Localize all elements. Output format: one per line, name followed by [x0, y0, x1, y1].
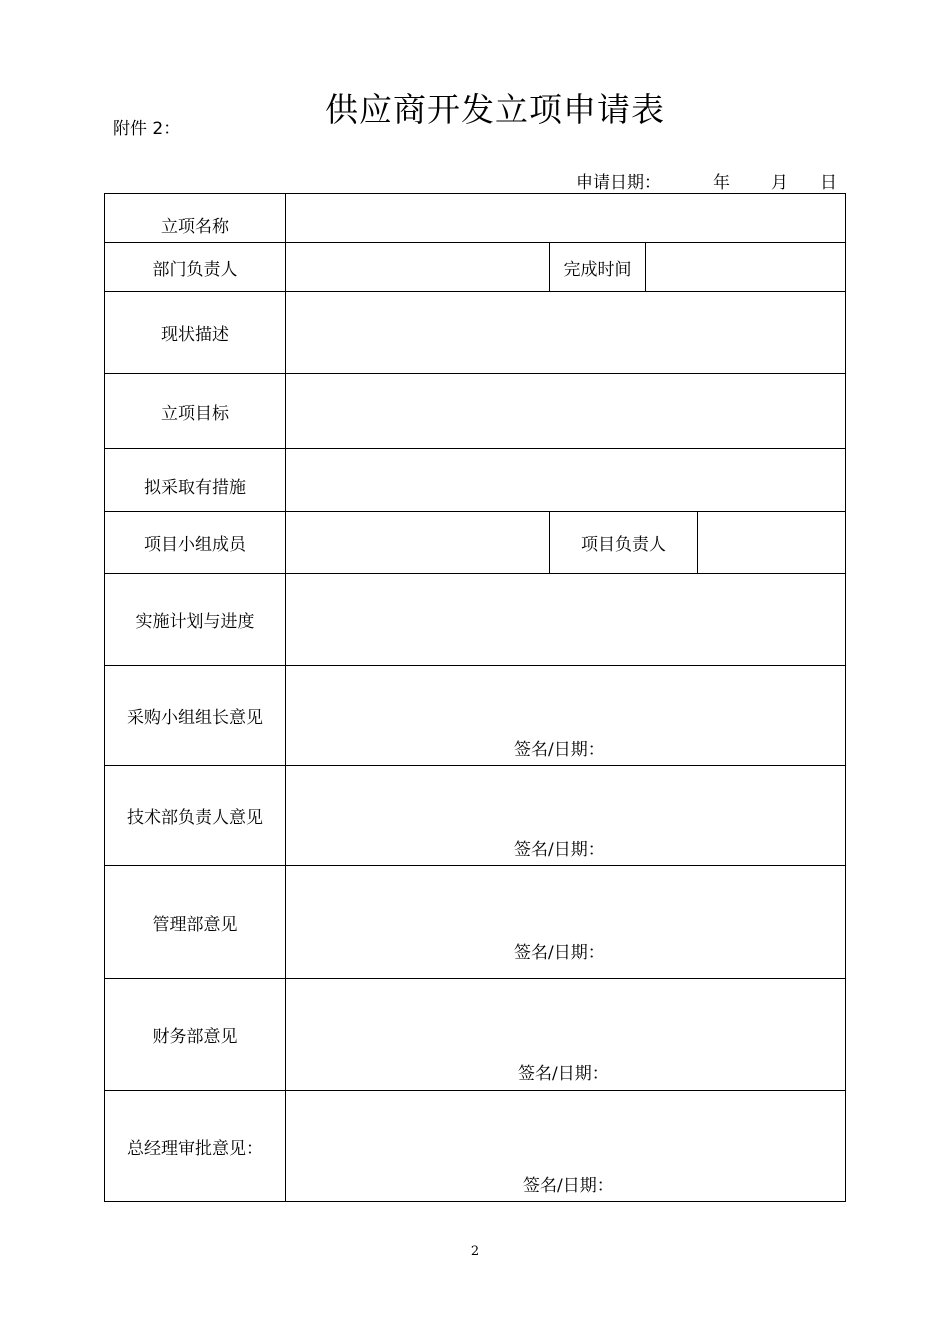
row-purchasing-opinion: [105, 666, 845, 766]
attachment-label: 附件 2：: [113, 119, 181, 139]
page-title: 供应商开发立项申请表: [325, 90, 665, 129]
divider: [697, 512, 698, 573]
label-team-members: 项目小组成员: [105, 512, 286, 573]
label-plan-progress: 实施计划与进度: [105, 574, 286, 665]
row-gm-approval: [105, 1091, 845, 1201]
row-tech-opinion: [105, 766, 845, 866]
label-project-name: 立项名称: [105, 194, 286, 242]
label-project-leader: 项目负责人: [581, 535, 666, 555]
page-number: 2: [470, 1244, 480, 1259]
label-finance-opinion: 财务部意见: [105, 979, 286, 1090]
application-form-table: [104, 193, 846, 1202]
sign-date-label: 签名/日期：: [514, 943, 605, 963]
row-project-name: [105, 194, 845, 243]
sign-date-label: 签名/日期：: [514, 840, 605, 860]
label-completion-time: 完成时间: [563, 259, 632, 280]
row-measures: [105, 449, 845, 512]
label-gm-approval: 总经理审批意见：: [105, 1091, 286, 1201]
year-label: 年: [713, 173, 730, 193]
sign-date-label: 签名/日期：: [518, 1064, 609, 1084]
label-mgmt-opinion: 管理部意见: [105, 866, 286, 978]
sign-date-label: 签名/日期：: [514, 740, 605, 760]
row-status-desc: [105, 292, 845, 374]
sign-date-label: 签名/日期：: [523, 1176, 614, 1196]
label-purchasing-opinion: 采购小组组长意见: [105, 666, 286, 765]
label-dept-head: 部门负责人: [105, 243, 286, 291]
row-mgmt-opinion: [105, 866, 845, 979]
label-status-desc: 现状描述: [105, 292, 286, 373]
row-team-members: [105, 512, 845, 574]
divider: [645, 243, 646, 291]
month-label: 月: [771, 173, 788, 193]
label-project-goal: 立项目标: [105, 374, 286, 448]
row-plan-progress: [105, 574, 845, 666]
row-dept-head: [105, 243, 845, 292]
day-label: 日: [820, 173, 837, 193]
row-finance-opinion: [105, 979, 845, 1091]
application-date-line: [0, 168, 950, 192]
label-measures: 拟采取有措施: [105, 449, 286, 511]
label-tech-opinion: 技术部负责人意见: [105, 766, 286, 865]
row-project-goal: [105, 374, 845, 449]
application-date-label: 申请日期：: [576, 173, 661, 193]
